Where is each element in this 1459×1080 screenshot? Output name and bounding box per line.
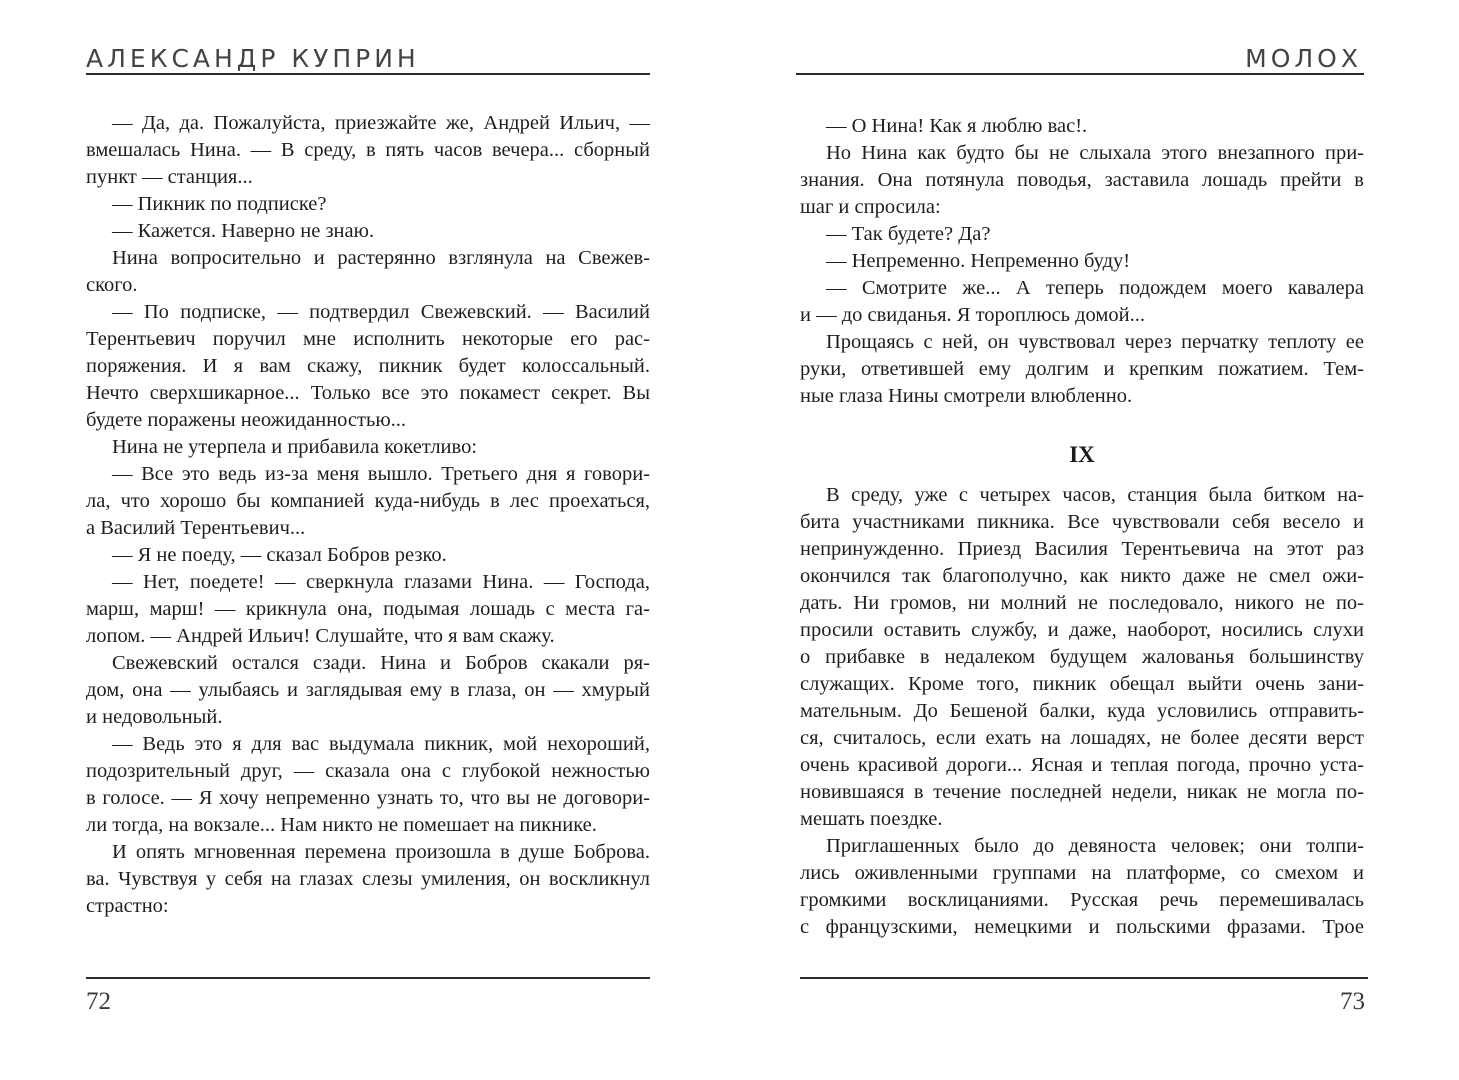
text-line: В среду, уже с четырех часов, станция была битком на- — [826, 484, 1364, 506]
text-line: Но Нина как будто бы не слыхала этого внезапного при- — [826, 142, 1364, 164]
running-header-title: МОЛОХ — [1245, 44, 1362, 73]
page-number: 73 — [1340, 988, 1365, 1015]
text-line: — Непременно. Непременно буду! — [826, 250, 1131, 272]
text-line: Приглашенных было до девяноста человек; они толпи- — [826, 835, 1364, 857]
chapter-heading: IX — [1069, 442, 1095, 467]
text-line: окончился так благополучно, как никто даже не смел ожи- — [800, 565, 1364, 587]
text-line: подозрительный друг, — сказала она с глубокой нежностью — [86, 760, 650, 782]
page-number: 72 — [86, 988, 111, 1015]
text-line: — Смотрите же... А теперь подождем моего кавалера — [826, 277, 1364, 299]
text-line: — Нет, поедете! — сверкнула глазами Нина. — Господа, — [112, 571, 650, 593]
header-rule — [86, 73, 650, 75]
text-line: Нина не утерпела и прибавила кокетливо: — [112, 436, 478, 458]
text-line: ского. — [86, 274, 138, 296]
text-line: лись оживленными группами на платформе, со смехом и — [800, 862, 1364, 884]
text-line: — Ведь это я для вас выдумала пикник, мой нехороший, — [112, 733, 650, 755]
text-line: — Я не поеду, — сказал Бобров резко. — [112, 544, 447, 566]
text-line: в голосе. — Я хочу непременно узнать то, что вы не договори- — [86, 787, 650, 809]
text-line: и — до свиданья. Я тороплюсь домой... — [800, 304, 1145, 326]
text-line: — Все это ведь из-за меня вышло. Третьего дня я говори- — [112, 463, 650, 485]
text-line: Терентьевич поручил мне исполнить некоторые его рас- — [86, 328, 650, 350]
running-header-author: АЛЕКСАНДР КУПРИН — [86, 44, 420, 73]
right-page — [729, 0, 1459, 1080]
text-line: мательным. До Бешеной балки, куда условились отправить- — [800, 700, 1364, 722]
left-page-text — [86, 110, 650, 920]
text-line: лопом. — Андрей Ильич! Слушайте, что я вам скажу. — [86, 625, 555, 647]
text-line: пункт — станция... — [86, 166, 253, 188]
header-rule — [796, 73, 1364, 75]
text-line: громкими восклицаниями. Русская речь перемешивалась — [800, 889, 1364, 911]
right-page-text-bottom — [800, 482, 1364, 941]
text-line: — О Нина! Как я люблю вас!. — [826, 115, 1088, 137]
text-line: шаг и спросила: — [800, 196, 941, 218]
text-line: просили оставить службу, и даже, наоборот, носились слухи — [800, 619, 1364, 641]
text-line: с французскими, немецкими и польскими фразами. Трое — [800, 916, 1364, 938]
text-line: — Да, да. Пожалуйста, приезжайте же, Андрей Ильич, — — [112, 112, 650, 134]
text-line: Прощаясь с ней, он чувствовал через перчатку теплоту ее — [826, 331, 1364, 353]
text-line: — Пикник по подписке? — [112, 193, 327, 215]
text-line: бита участниками пикника. Все чувствовали себя весело и — [800, 511, 1364, 533]
text-line: дом, она — улыбаясь и заглядывая ему в глаза, он — хмурый — [86, 679, 650, 701]
text-line: Свежевский остался сзади. Нина и Бобров скакали ря- — [112, 652, 650, 674]
text-line: страстно: — [86, 895, 169, 917]
text-line: марш, марш! — крикнула она, подымая лошадь с места га- — [86, 598, 650, 620]
text-line: мешать поездке. — [800, 808, 943, 830]
text-line: ли тогда, на вокзале... Нам никто не помешает на пикнике. — [86, 814, 597, 836]
left-page — [0, 0, 729, 1080]
text-line: И опять мгновенная перемена произошла в душе Боброва. — [112, 841, 650, 863]
text-line: поряжения. И я вам скажу, пикник будет колоссальный. — [86, 355, 650, 377]
text-line: Нечто сверхшикарное... Только все это покамест секрет. Вы — [86, 382, 650, 404]
text-line: будете поражены неожиданностью... — [86, 409, 407, 431]
text-line: дать. Ни громов, ни молний не последовало, никого не по- — [800, 592, 1364, 614]
text-line: ва. Чувствуя у себя на глазах слезы умиления, он воскликнул — [86, 868, 650, 890]
footer-rule — [800, 977, 1368, 979]
footer-rule — [86, 977, 650, 979]
text-line: ные глаза Нины смотрели влюбленно. — [800, 385, 1133, 407]
text-line: ла, что хорошо бы компанией куда-нибудь в лес проехаться, — [86, 490, 650, 512]
right-page-text-top — [800, 113, 1364, 410]
text-line: непринужденно. Приезд Василия Терентьевича на этот раз — [800, 538, 1364, 560]
text-line: служащих. Кроме того, пикник обещал выйти очень зани- — [800, 673, 1364, 695]
text-line: руки, ответившей ему долгим и крепким пожатием. Тем- — [800, 358, 1364, 380]
text-line: новившаяся в течение последней недели, никак не могла по- — [800, 781, 1364, 803]
text-line: — По подписке, — подтвердил Свежевский. — Василий — [112, 301, 650, 323]
text-line: вмешалась Нина. — В среду, в пять часов вечера... сборный — [86, 139, 650, 161]
text-line: Нина вопросительно и растерянно взглянула на Свежев- — [112, 247, 650, 269]
text-line: — Кажется. Наверно не знаю. — [112, 220, 375, 242]
text-line: очень красивой дороги... Ясная и теплая погода, прочно уста- — [800, 754, 1364, 776]
text-line: — Так будете? Да? — [826, 223, 991, 245]
text-line: знания. Она потянула поводья, заставила лошадь прейти в — [800, 169, 1364, 191]
text-line: и недовольный. — [86, 706, 223, 728]
text-line: а Василий Терентьевич... — [86, 517, 306, 539]
text-line: ся, считалось, если ехать на лошадях, не более десяти верст — [800, 727, 1364, 749]
text-line: о прибавке в недалеком будущем жалованья большинству — [800, 646, 1364, 668]
